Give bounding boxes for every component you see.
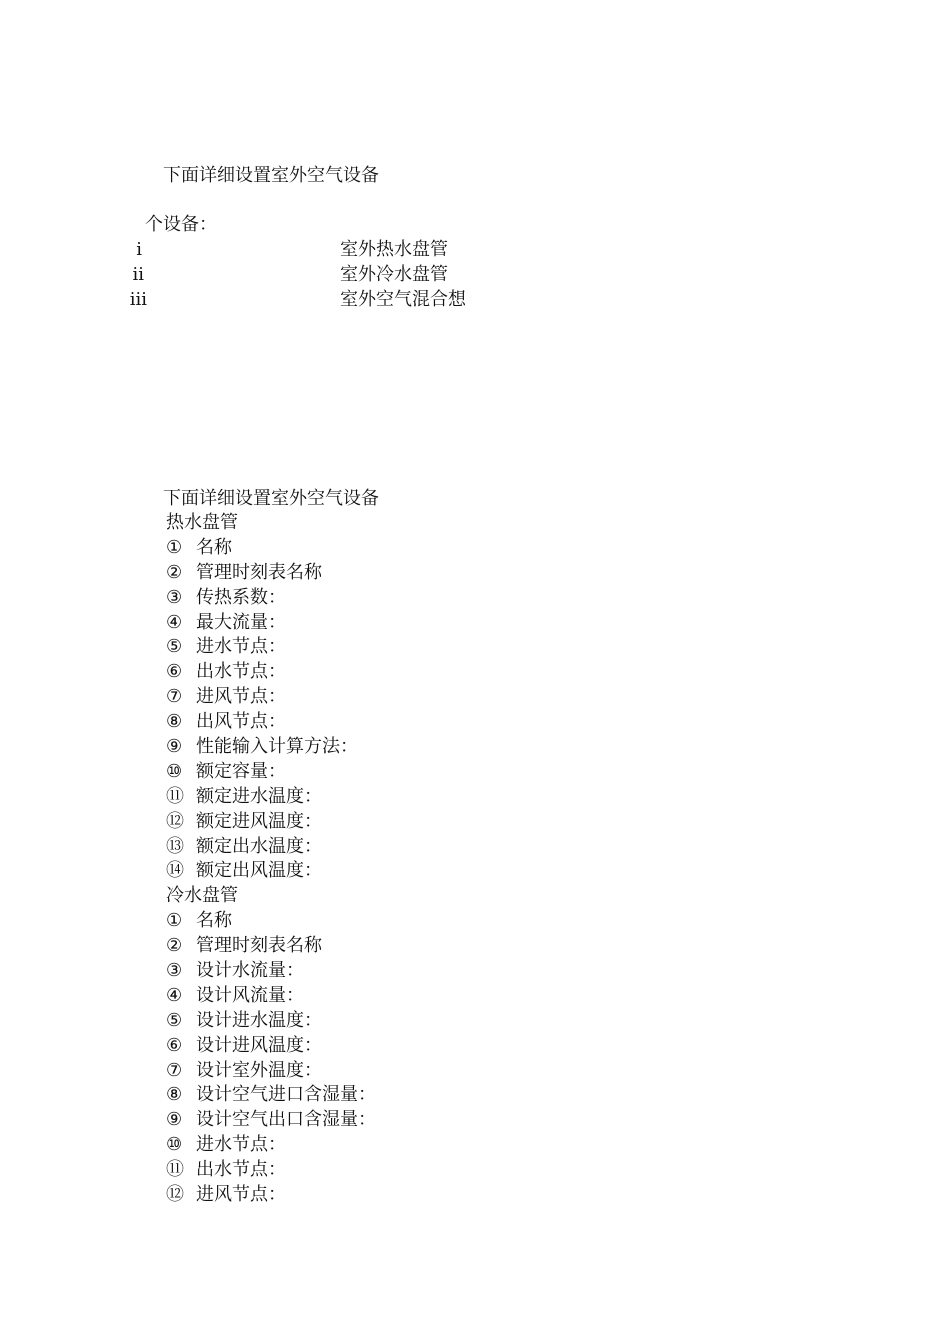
list-item — [166, 685, 376, 710]
item-label: 额定出风温度： — [196, 860, 322, 882]
list-item — [166, 1059, 376, 1084]
item-marker: ⑦ — [166, 1059, 183, 1081]
cold-coil-heading-text: 冷水盘管 — [166, 885, 238, 907]
item-label: 出水节点： — [196, 661, 286, 683]
item-label: 额定容量： — [196, 760, 286, 782]
item-marker: ⑨ — [166, 736, 183, 758]
item-marker: ⑫ — [166, 810, 184, 832]
item-marker: ⑤ — [166, 636, 183, 658]
device-name-2: 室外冷水盘管 — [340, 264, 448, 285]
hot-coil-heading — [166, 511, 376, 536]
item-label: 性能输入计算方法： — [196, 736, 358, 758]
device-number-1: i — [136, 239, 142, 260]
item-label: 额定进风温度： — [196, 810, 322, 832]
item-marker: ⑬ — [166, 835, 184, 857]
item-label: 进水节点： — [196, 1134, 286, 1156]
list-item — [166, 536, 376, 561]
section1-title: 下面详细设置室外空气设备 — [163, 165, 379, 186]
item-label: 进风节点： — [196, 686, 286, 708]
list-item — [166, 561, 376, 586]
item-label: 额定出水温度： — [196, 835, 322, 857]
item-label: 传热系数： — [196, 586, 286, 608]
item-marker: ① — [166, 910, 183, 932]
list-item — [166, 735, 376, 760]
item-label: 进水节点： — [196, 636, 286, 658]
item-label: 进风节点： — [196, 1184, 286, 1206]
list-item — [166, 1108, 376, 1133]
item-marker: ⑪ — [166, 785, 184, 807]
item-marker: ⑪ — [166, 1159, 184, 1181]
item-label: 名称 — [196, 536, 232, 558]
item-label: 设计空气出口含湿量： — [196, 1109, 376, 1131]
list-item — [166, 810, 376, 835]
section2-title: 下面详细设置室外空气设备 — [163, 488, 379, 509]
item-label: 额定进水温度： — [196, 785, 322, 807]
list-item — [166, 859, 376, 884]
item-label: 设计进水温度： — [196, 1009, 322, 1031]
list-item — [166, 959, 376, 984]
item-marker: ② — [166, 935, 183, 957]
item-label: 名称 — [196, 910, 232, 932]
item-label: 出风节点： — [196, 711, 286, 733]
device-number-2: ii — [132, 264, 144, 285]
list-item — [166, 660, 376, 685]
item-marker: ② — [166, 561, 183, 583]
list-item — [166, 586, 376, 611]
list-item — [166, 1183, 376, 1208]
item-label: 设计进风温度： — [196, 1034, 322, 1056]
list-item — [166, 984, 376, 1009]
hot-coil-heading-text: 热水盘管 — [166, 512, 238, 533]
list-item — [166, 1083, 376, 1108]
list-item — [166, 710, 376, 735]
item-label: 出水节点： — [196, 1159, 286, 1181]
item-label: 设计空气进口含湿量： — [196, 1084, 376, 1106]
list-item — [166, 1034, 376, 1059]
list-item — [166, 1158, 376, 1183]
item-marker: ⑩ — [166, 1134, 183, 1156]
item-marker: ④ — [166, 984, 183, 1006]
list-item — [166, 635, 376, 660]
item-marker: ① — [166, 536, 183, 558]
cold-coil-heading — [166, 884, 376, 909]
item-marker: ⑩ — [166, 760, 183, 782]
list-item — [166, 909, 376, 934]
item-marker: ⑫ — [166, 1184, 184, 1206]
item-marker: ③ — [166, 586, 183, 608]
device-name-1: 室外热水盘管 — [340, 239, 448, 260]
section1-intro: 个设备： — [145, 214, 217, 235]
item-label: 最大流量： — [196, 611, 286, 633]
item-marker: ⑧ — [166, 1084, 183, 1106]
item-marker: ⑭ — [166, 860, 184, 882]
item-label: 设计风流量： — [196, 984, 304, 1006]
list-item — [166, 1133, 376, 1158]
list-item — [166, 835, 376, 860]
settings-list — [166, 511, 376, 1208]
list-item — [166, 934, 376, 959]
item-marker: ⑧ — [166, 711, 183, 733]
list-item — [166, 1009, 376, 1034]
item-marker: ⑦ — [166, 686, 183, 708]
item-marker: ⑥ — [166, 1034, 183, 1056]
item-marker: ④ — [166, 611, 183, 633]
list-item — [166, 760, 376, 785]
list-item — [166, 611, 376, 636]
item-label: 管理时刻表名称 — [196, 935, 322, 957]
device-number-3: iii — [129, 289, 147, 310]
item-marker: ③ — [166, 960, 183, 982]
list-item — [166, 785, 376, 810]
item-marker: ⑥ — [166, 661, 183, 683]
device-name-3: 室外空气混合想 — [340, 289, 466, 310]
item-label: 设计室外温度： — [196, 1059, 322, 1081]
item-marker: ⑤ — [166, 1009, 183, 1031]
item-label: 管理时刻表名称 — [196, 561, 322, 583]
item-marker: ⑨ — [166, 1109, 183, 1131]
item-label: 设计水流量： — [196, 960, 304, 982]
